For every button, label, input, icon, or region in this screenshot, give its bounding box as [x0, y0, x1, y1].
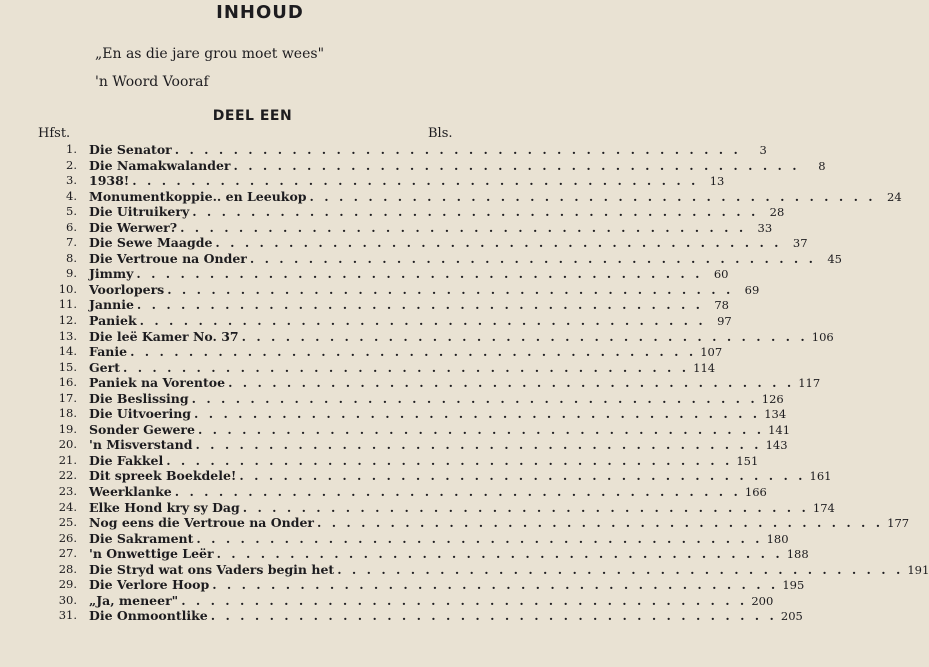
chapter-title: Jannie	[89, 297, 134, 313]
chapter-title: Die Sewe Maagde	[89, 235, 213, 251]
chapter-title: Gert	[89, 359, 120, 375]
toc-row	[0, 142, 767, 158]
chapter-number: 22.	[58, 468, 77, 483]
dot-leader: . . . . . . . . . . . . . . . . . . . . . . . . . . . . . . . . . . . . . . .	[174, 484, 741, 500]
dot-leader: . . . . . . . . . . . . . . . . . . . . . . . . . . . . . . . . . . . . . . .	[337, 561, 904, 577]
chapter-number: 2.	[66, 157, 77, 172]
dot-leader: . . . . . . . . . . . . . . . . . . . . . . . . . . . . . . . . . . . . . . .	[210, 608, 777, 624]
page-number: 107	[700, 345, 723, 360]
chapter-number: 21.	[58, 452, 77, 467]
toc-entry	[89, 468, 832, 485]
toc-row	[0, 188, 902, 205]
toc-row	[0, 515, 910, 531]
toc-entry	[89, 204, 785, 221]
toc-row	[0, 390, 784, 407]
page-number: 37	[792, 236, 808, 251]
chapter-number: 19.	[58, 421, 77, 436]
chapter-number: 10.	[58, 281, 77, 296]
toc-entry	[89, 173, 725, 190]
page-number: 106	[811, 329, 834, 344]
toc-entry	[89, 577, 805, 594]
page-number: 8	[818, 158, 826, 173]
toc-row	[0, 375, 821, 391]
chapter-title: Die Uitruikery	[89, 204, 190, 220]
toc-entry	[89, 561, 929, 579]
toc-entry	[89, 188, 902, 206]
chapter-title: Die leë Kamer No. 37	[89, 328, 239, 344]
chapter-title: „Ja, meneer"	[89, 592, 179, 608]
toc-row	[0, 530, 789, 547]
toc-row	[0, 297, 729, 313]
chapter-title: Jimmy	[89, 266, 134, 282]
page-number: 143	[765, 438, 788, 453]
toc-entry	[89, 592, 774, 610]
dot-leader: . . . . . . . . . . . . . . . . . . . . . . . . . . . . . . . . . . . . . . .	[242, 499, 809, 515]
toc-row	[0, 313, 732, 329]
chapter-title: Sonder Gewere	[89, 421, 195, 437]
dot-leader: . . . . . . . . . . . . . . . . . . . . . . . . . . . . . . . . . . . . . . .	[212, 577, 779, 593]
toc-entry	[89, 406, 787, 423]
chapter-number: 30.	[58, 592, 77, 607]
page-number: 177	[887, 516, 910, 531]
chapter-title: Die Namakwalander	[89, 157, 231, 173]
chapter-title: Die Uitvoering	[89, 406, 192, 422]
toc-row	[0, 219, 773, 236]
toc-row	[0, 359, 716, 376]
toc-row	[0, 577, 805, 593]
toc-entry	[89, 437, 788, 454]
page-number: 195	[782, 578, 805, 593]
toc-list	[0, 142, 929, 624]
page-number: 151	[736, 453, 759, 468]
toc-row	[0, 406, 787, 422]
chapter-title: Paniek	[89, 313, 137, 329]
chapter-number: 24.	[58, 499, 77, 514]
chapter-number: 11.	[58, 297, 77, 312]
toc-row	[0, 157, 826, 174]
chapter-number: 1.	[66, 142, 77, 156]
toc-row	[0, 344, 723, 360]
chapter-number: 13.	[58, 328, 77, 343]
dot-leader: . . . . . . . . . . . . . . . . . . . . . . . . . . . . . . . . . . . . . . .	[166, 452, 733, 468]
page-number: 126	[761, 391, 784, 406]
toc-entry	[89, 608, 803, 625]
page-number: 180	[766, 531, 789, 546]
chapter-number: 3.	[66, 173, 77, 188]
page-number: 13	[709, 174, 725, 189]
dot-leader: . . . . . . . . . . . . . . . . . . . . . . . . . . . . . . . . . . . . . . .	[215, 235, 782, 251]
toc-entry	[89, 484, 767, 501]
chapter-number: 23.	[58, 484, 77, 499]
dot-leader: . . . . . . . . . . . . . . . . . . . . . . . . . . . . . . . . . . . . . . .	[132, 173, 699, 189]
toc-entry	[89, 235, 808, 252]
toc-row	[0, 281, 760, 298]
toc-entry	[89, 219, 773, 237]
toc-row	[0, 499, 835, 516]
dot-leader: . . . . . . . . . . . . . . . . . . . . . . . . . . . . . . . . . . . . . . .	[192, 204, 759, 220]
dot-leader: . . . . . . . . . . . . . . . . . . . . . . . . . . . . . . . . . . . . . . .	[228, 375, 795, 391]
toc-row	[0, 173, 725, 189]
chapter-title: Die Onmoontlike	[89, 608, 208, 624]
page-number: 33	[757, 220, 773, 235]
chapter-number: 5.	[66, 204, 77, 219]
dot-leader: . . . . . . . . . . . . . . . . . . . . . . . . . . . . . . . . . . . . . . .	[130, 344, 697, 360]
page-number: 3	[759, 143, 767, 157]
dot-leader: . . . . . . . . . . . . . . . . . . . . . . . . . . . . . . . . . . . . . . .	[216, 546, 783, 562]
dot-leader: . . . . . . . . . . . . . . . . . . . . . . . . . . . . . . . . . . . . . . .	[233, 157, 800, 173]
chapter-number: 14.	[58, 344, 77, 359]
dot-leader: . . . . . . . . . . . . . . . . . . . . . . . . . . . . . . . . . . . . . . .	[191, 390, 758, 406]
chapter-title: Voorlopers	[89, 281, 165, 297]
page-number: 205	[780, 609, 803, 624]
chapter-title: Die Beslissing	[89, 390, 189, 406]
chapter-title: Die Werwer?	[89, 219, 178, 235]
chapter-title: Monumentkoppie.. en Leeukop	[89, 188, 307, 204]
toc-entry	[89, 546, 809, 563]
chapter-title: Weerklanke	[89, 484, 172, 500]
dot-leader: . . . . . . . . . . . . . . . . . . . . . . . . . . . . . . . . . . . . . . .	[174, 142, 741, 157]
dot-leader: . . . . . . . . . . . . . . . . . . . . . . . . . . . . . . . . . . . . . . .	[239, 468, 806, 484]
toc-row	[0, 546, 809, 562]
chapter-title: Paniek na Vorentoe	[89, 375, 226, 391]
chapter-number: 28.	[58, 561, 77, 576]
chapter-number: 17.	[58, 390, 77, 405]
chapter-number: 27.	[58, 546, 77, 561]
dot-leader: . . . . . . . . . . . . . . . . . . . . . . . . . . . . . . . . . . . . . . .	[194, 406, 761, 422]
dot-leader: . . . . . . . . . . . . . . . . . . . . . . . . . . . . . . . . . . . . . . .	[309, 188, 876, 204]
toc-row	[0, 328, 834, 345]
chapter-title: Nog eens die Vertroue na Onder	[89, 515, 315, 531]
chapter-title: Die Vertroue na Onder	[89, 250, 247, 266]
toc-row	[0, 452, 759, 469]
page-number: 24	[887, 189, 902, 204]
chapter-title: Die Verlore Hoop	[89, 577, 210, 593]
toc-row	[0, 421, 791, 438]
intro-line-1: „En as die jare grou moet wees"	[95, 46, 325, 62]
toc-row	[0, 437, 788, 453]
page-number: 28	[769, 205, 785, 220]
chapter-number: 6.	[66, 219, 77, 234]
page-column-header: Bls.	[428, 126, 453, 141]
page-number: 114	[693, 360, 716, 375]
page-number: 191	[907, 562, 929, 577]
toc-entry	[89, 313, 732, 330]
section-heading: DEEL EEN	[212, 108, 293, 124]
dot-leader: . . . . . . . . . . . . . . . . . . . . . . . . . . . . . . . . . . . . . . .	[139, 313, 706, 329]
dot-leader: . . . . . . . . . . . . . . . . . . . . . . . . . . . . . . . . . . . . . . .	[123, 359, 690, 375]
toc-row	[0, 468, 832, 484]
toc-row	[0, 266, 729, 282]
page-number: 117	[798, 376, 821, 391]
chapter-column-header: Hfst.	[38, 126, 71, 141]
page-number: 45	[827, 251, 842, 266]
toc-entry	[89, 359, 716, 377]
page-number: 78	[714, 298, 729, 313]
chapter-number: 7.	[66, 235, 77, 250]
dot-leader: . . . . . . . . . . . . . . . . . . . . . . . . . . . . . . . . . . . . . . .	[317, 515, 884, 531]
toc-entry	[89, 266, 729, 283]
page-number: 166	[744, 485, 767, 500]
dot-leader: . . . . . . . . . . . . . . . . . . . . . . . . . . . . . . . . . . . . . . .	[195, 437, 762, 453]
chapter-number: 18.	[58, 406, 77, 421]
chapter-number: 26.	[58, 530, 77, 545]
dot-leader: . . . . . . . . . . . . . . . . . . . . . . . . . . . . . . . . . . . . . . .	[196, 530, 763, 546]
dot-leader: . . . . . . . . . . . . . . . . . . . . . . . . . . . . . . . . . . . . . . .	[136, 297, 703, 313]
chapter-title: 'n Misverstand	[89, 437, 193, 453]
chapter-number: 9.	[66, 266, 77, 281]
page-number: 141	[768, 422, 791, 437]
chapter-number: 25.	[58, 515, 77, 530]
toc-entry	[89, 375, 821, 392]
page-title: INHOUD	[216, 2, 304, 23]
chapter-title: Die Sakrament	[89, 530, 194, 546]
page-number: 60	[713, 267, 729, 282]
dot-leader: . . . . . . . . . . . . . . . . . . . . . . . . . . . . . . . . . . . . . . .	[241, 328, 808, 344]
chapter-title: Dit spreek Boekdele!	[89, 468, 237, 484]
toc-entry	[89, 421, 791, 439]
toc-row	[0, 250, 842, 267]
page-number: 200	[751, 593, 774, 608]
page-number: 134	[764, 407, 787, 422]
toc-entry	[89, 390, 784, 408]
chapter-title: 'n Onwettige Leër	[89, 546, 214, 562]
chapter-title: Die Fakkel	[89, 452, 164, 468]
intro-line-2: 'n Woord Vooraf	[95, 74, 209, 90]
toc-entry	[89, 515, 910, 532]
toc-row	[0, 561, 929, 578]
chapter-number: 31.	[58, 608, 77, 623]
page-number: 97	[717, 314, 732, 329]
chapter-number: 20.	[58, 437, 77, 452]
dot-leader: . . . . . . . . . . . . . . . . . . . . . . . . . . . . . . . . . . . . . . .	[180, 219, 747, 235]
page-number: 188	[786, 547, 809, 562]
toc-entry	[89, 328, 834, 346]
dot-leader: . . . . . . . . . . . . . . . . . . . . . . . . . . . . . . . . . . . . . . .	[197, 421, 765, 437]
toc-entry	[89, 499, 835, 517]
dot-leader: . . . . . . . . . . . . . . . . . . . . . . . . . . . . . . . . . . . . . . .	[167, 281, 734, 297]
chapter-title: Fanie	[89, 344, 128, 360]
chapter-number: 12.	[58, 313, 77, 328]
toc-entry	[89, 157, 826, 175]
page-number: 174	[812, 500, 835, 515]
chapter-title: Die Stryd wat ons Vaders begin het	[89, 561, 335, 577]
toc-row	[0, 204, 785, 220]
chapter-number: 8.	[66, 250, 77, 265]
chapter-number: 4.	[66, 188, 77, 203]
toc-entry	[89, 281, 760, 299]
toc-entry	[89, 297, 729, 314]
chapter-title: 1938!	[89, 173, 130, 189]
toc-entry	[89, 142, 767, 159]
toc-row	[0, 235, 808, 251]
chapter-number: 16.	[58, 375, 77, 390]
toc-entry	[89, 452, 759, 470]
page-number: 161	[809, 469, 832, 484]
toc-row	[0, 484, 767, 500]
page-number: 69	[744, 282, 760, 297]
toc-entry	[89, 250, 842, 268]
toc-entry	[89, 530, 789, 548]
chapter-title: Elke Hond kry sy Dag	[89, 499, 240, 515]
dot-leader: . . . . . . . . . . . . . . . . . . . . . . . . . . . . . . . . . . . . . . .	[249, 250, 816, 266]
toc-row	[0, 592, 774, 609]
toc-entry	[89, 344, 723, 361]
dot-leader: . . . . . . . . . . . . . . . . . . . . . . . . . . . . . . . . . . . . . . .	[136, 266, 703, 282]
toc-row	[0, 608, 803, 624]
chapter-title: Die Senator	[89, 142, 172, 157]
chapter-number: 29.	[58, 577, 77, 592]
dot-leader: . . . . . . . . . . . . . . . . . . . . . . . . . . . . . . . . . . . . . . .	[181, 592, 748, 608]
chapter-number: 15.	[58, 359, 77, 374]
